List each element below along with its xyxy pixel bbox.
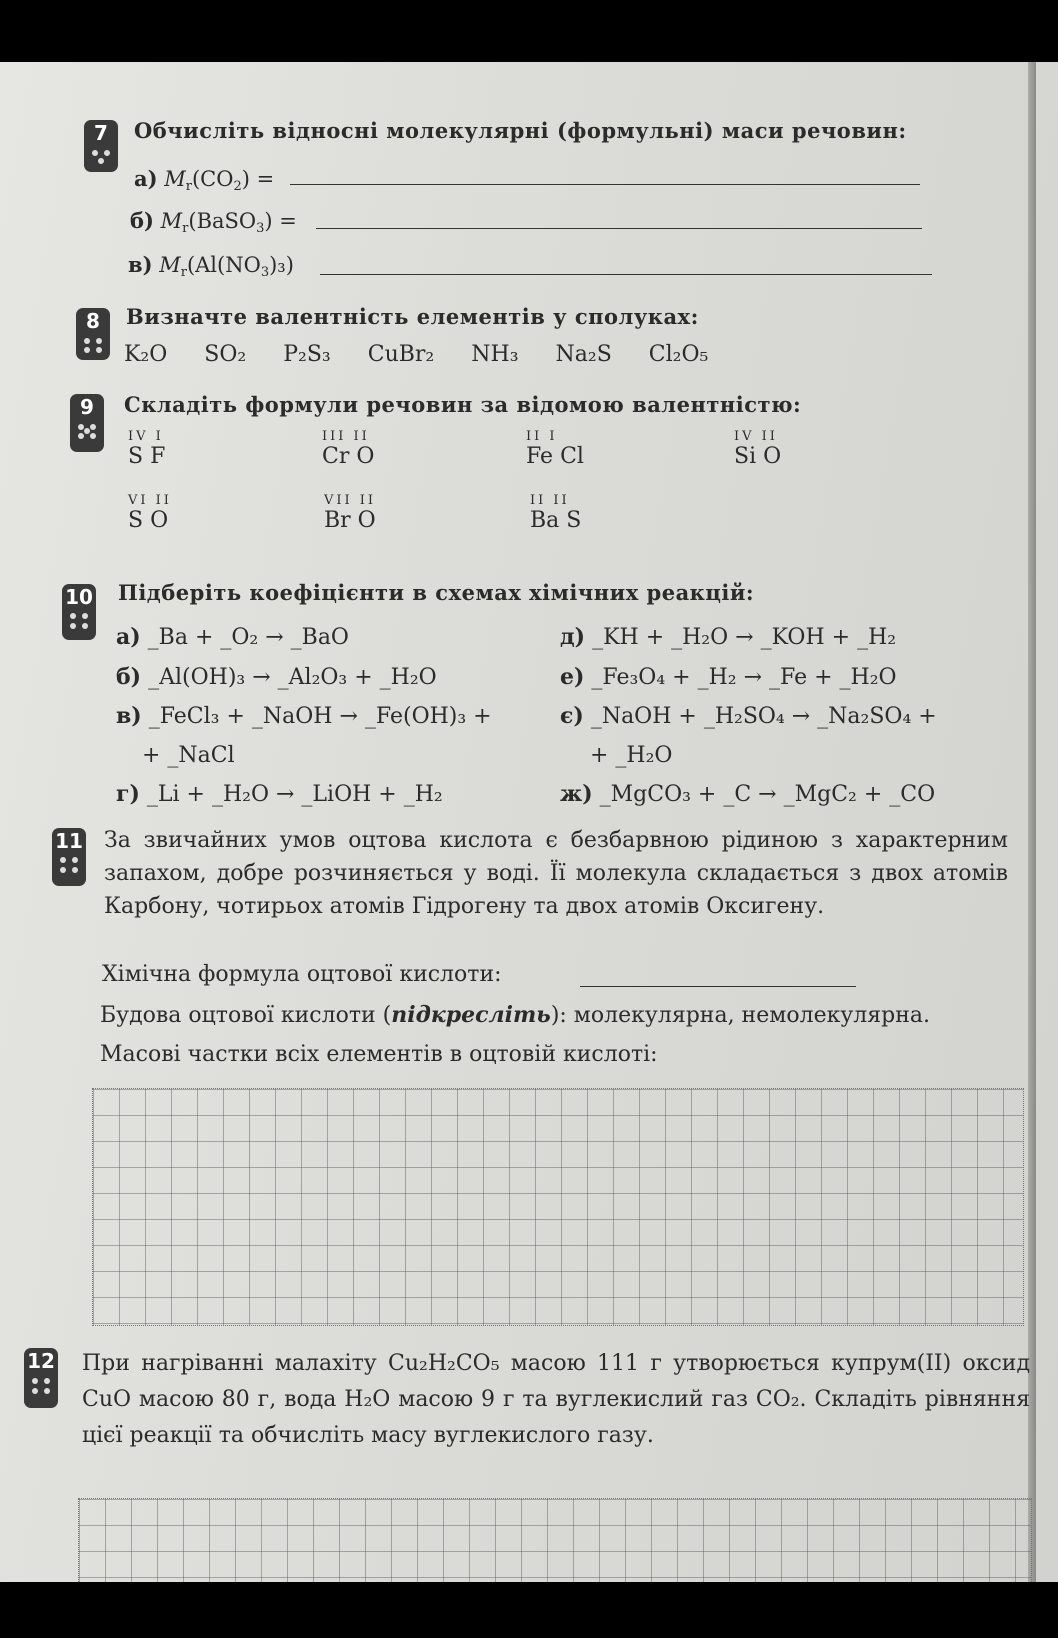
roman-valence: II I bbox=[526, 429, 558, 444]
roman-valence: VI II bbox=[128, 493, 172, 508]
equation-text: + _NaCl bbox=[142, 742, 235, 768]
equation-text: _KH + _H₂O → _KOH + _H₂ bbox=[592, 625, 897, 650]
element-pair: Br O bbox=[324, 508, 376, 533]
formula-sub: r bbox=[180, 265, 187, 280]
roman-valence: III II bbox=[322, 429, 370, 444]
task-badge-10 bbox=[62, 584, 96, 640]
equation-text: _Li + _H₂O → _LiOH + _H₂ bbox=[146, 782, 443, 807]
task7-title: Обчисліть відносні молекулярні (формульні) маси речовин: bbox=[134, 118, 907, 143]
item-label: д) bbox=[560, 624, 586, 650]
valence-pair bbox=[128, 430, 165, 469]
task12-text: При нагріванні малахіту Cu₂H₂CO₅ масою 111 г утворюється купрум(II) оксид CuO масою 80 г, вода H₂O масою 9 г та вуглекислий газ CO₂. Складіть рівняння цієї реакції та обчисліть масу вуглекислого газу. bbox=[82, 1351, 1030, 1448]
equation bbox=[560, 697, 937, 737]
item-label: а) bbox=[134, 166, 158, 191]
element-pair: Fe Cl bbox=[526, 444, 584, 469]
prompt-text: Будова оцтової кислоти ( bbox=[100, 1003, 392, 1028]
task-badge-8 bbox=[76, 308, 110, 360]
dice-icon bbox=[70, 420, 104, 442]
dice-icon bbox=[52, 854, 86, 876]
element-pair: S F bbox=[128, 444, 166, 469]
item-label: г) bbox=[116, 781, 140, 807]
roman-valence: VII II bbox=[324, 493, 377, 508]
formula-symbol: M bbox=[164, 167, 186, 191]
answer-line-7b[interactable] bbox=[316, 228, 922, 229]
dice-icon bbox=[24, 1374, 58, 1396]
formula-sub: 3 bbox=[260, 265, 270, 280]
task-number: 8 bbox=[86, 309, 100, 333]
roman-valence: IV II bbox=[734, 429, 778, 444]
valence-pair bbox=[530, 494, 581, 533]
task-badge-11 bbox=[52, 828, 86, 886]
emphasis-text: підкресліть bbox=[391, 1002, 551, 1028]
compound: NH₃ bbox=[471, 342, 519, 367]
equations-right bbox=[560, 618, 937, 815]
formula-body: (Al(NO bbox=[186, 253, 261, 277]
item-label: в) bbox=[128, 252, 153, 277]
task7-item-b bbox=[130, 208, 297, 236]
valence-pair bbox=[324, 494, 376, 533]
task7-item-a bbox=[134, 166, 274, 194]
task-badge-9 bbox=[70, 394, 104, 452]
task7-item-c bbox=[128, 252, 294, 280]
compound: CuBr₂ bbox=[367, 342, 435, 367]
formula-sub: 3 bbox=[256, 221, 265, 236]
formula-sub: r bbox=[185, 179, 192, 194]
valence-pair bbox=[734, 430, 781, 469]
item-label: є) bbox=[560, 703, 584, 729]
structure-prompt bbox=[100, 1002, 930, 1028]
task10-title: Підберіть коефіцієнти в схемах хімічних реакцій: bbox=[118, 580, 755, 605]
formula-prompt bbox=[102, 962, 502, 987]
formula-sub: 2 bbox=[233, 179, 242, 194]
formula-body: (BaSO bbox=[188, 209, 257, 233]
equation bbox=[116, 697, 492, 737]
item-label: б) bbox=[130, 208, 154, 233]
formula-tail: ) = bbox=[264, 209, 297, 233]
task-number: 11 bbox=[55, 829, 83, 853]
prompt-text: ): молекулярна, немолекулярна. bbox=[550, 1003, 930, 1028]
dice-icon bbox=[62, 610, 96, 632]
equation-text: _MgCO₃ + _C → _MgC₂ + _CO bbox=[599, 782, 936, 807]
item-label: ж) bbox=[560, 781, 593, 807]
equation-text: _Fe₃O₄ + _H₂ → _Fe + _H₂O bbox=[591, 664, 897, 690]
formula-answer-line[interactable] bbox=[580, 986, 856, 987]
task-badge-7 bbox=[84, 120, 118, 172]
equation-text: _FeCl₃ + _NaOH → _Fe(OH)₃ + bbox=[148, 704, 492, 729]
dice-icon bbox=[76, 334, 110, 356]
task-number: 9 bbox=[80, 395, 94, 419]
equation-text: _Ba + _O₂ → _BaO bbox=[147, 625, 349, 650]
equation bbox=[560, 618, 937, 658]
compound: SO₂ bbox=[204, 342, 247, 367]
prompt-text: Хімічна формула оцтової кислоти: bbox=[102, 962, 502, 987]
roman-valence: II II bbox=[530, 493, 570, 508]
mass-prompt: Масові частки всіх елементів в оцтовій кислоті: bbox=[100, 1042, 658, 1067]
task8-title: Визначте валентність елементів у сполуках: bbox=[126, 304, 699, 329]
task9-title: Складіть формули речовин за відомою валентністю: bbox=[124, 392, 802, 417]
equation-text: + _H₂O bbox=[590, 742, 673, 768]
formula-body: (CO bbox=[191, 167, 234, 191]
answer-line-7c[interactable] bbox=[320, 274, 932, 275]
element-pair: Cr O bbox=[322, 444, 375, 469]
equation bbox=[560, 658, 937, 698]
equation bbox=[116, 618, 492, 658]
formula-symbol: M bbox=[160, 209, 183, 233]
formula-sub: r bbox=[182, 221, 189, 236]
equation bbox=[116, 775, 492, 815]
compound: Na₂S bbox=[555, 342, 612, 367]
dice-icon bbox=[84, 146, 118, 168]
formula-tail: ) = bbox=[241, 167, 275, 191]
item-label: б) bbox=[116, 663, 142, 690]
formula-symbol: M bbox=[159, 253, 181, 277]
equation-text: _NaOH + _H₂SO₄ → _Na₂SO₄ + bbox=[590, 704, 937, 729]
worksheet-page bbox=[0, 62, 1058, 1582]
task-badge-12 bbox=[24, 1348, 58, 1408]
compound: P₂S₃ bbox=[283, 342, 331, 367]
compound-list bbox=[124, 342, 708, 367]
item-label: е) bbox=[560, 663, 585, 690]
element-pair: S O bbox=[128, 508, 169, 533]
task-number: 10 bbox=[65, 585, 93, 609]
task11-text: За звичайних умов оцтова кислота є безбарвною рідиною з характерним запахом, добре розчиняється у воді. Її молекула складається з двох атомів Карбону, чотирьох атомів Гідрогену та двох атомів Оксигену. bbox=[104, 828, 1008, 919]
item-label: а) bbox=[116, 624, 141, 650]
item-label: в) bbox=[116, 703, 142, 729]
equation bbox=[116, 658, 492, 698]
answer-grid-12[interactable] bbox=[78, 1498, 1032, 1582]
equation-text: _Al(OH)₃ → _Al₂O₃ + _H₂O bbox=[148, 664, 437, 690]
formula-tail: )₃) bbox=[269, 253, 294, 277]
task-number: 12 bbox=[27, 1349, 55, 1373]
equations-left bbox=[116, 618, 492, 815]
task-number: 7 bbox=[94, 121, 108, 145]
compound: Cl₂O₅ bbox=[648, 342, 709, 367]
element-pair: Ba S bbox=[530, 508, 582, 533]
equation bbox=[116, 737, 492, 776]
compound: K₂O bbox=[124, 342, 168, 367]
element-pair: Si O bbox=[734, 444, 782, 469]
valence-pair bbox=[128, 494, 172, 533]
valence-pair bbox=[322, 430, 374, 469]
valence-pair bbox=[526, 430, 584, 469]
answer-grid-11[interactable] bbox=[92, 1088, 1024, 1326]
answer-line-7a[interactable] bbox=[290, 184, 920, 185]
equation bbox=[560, 737, 937, 776]
equation bbox=[560, 775, 937, 815]
roman-valence: IV I bbox=[128, 429, 164, 444]
